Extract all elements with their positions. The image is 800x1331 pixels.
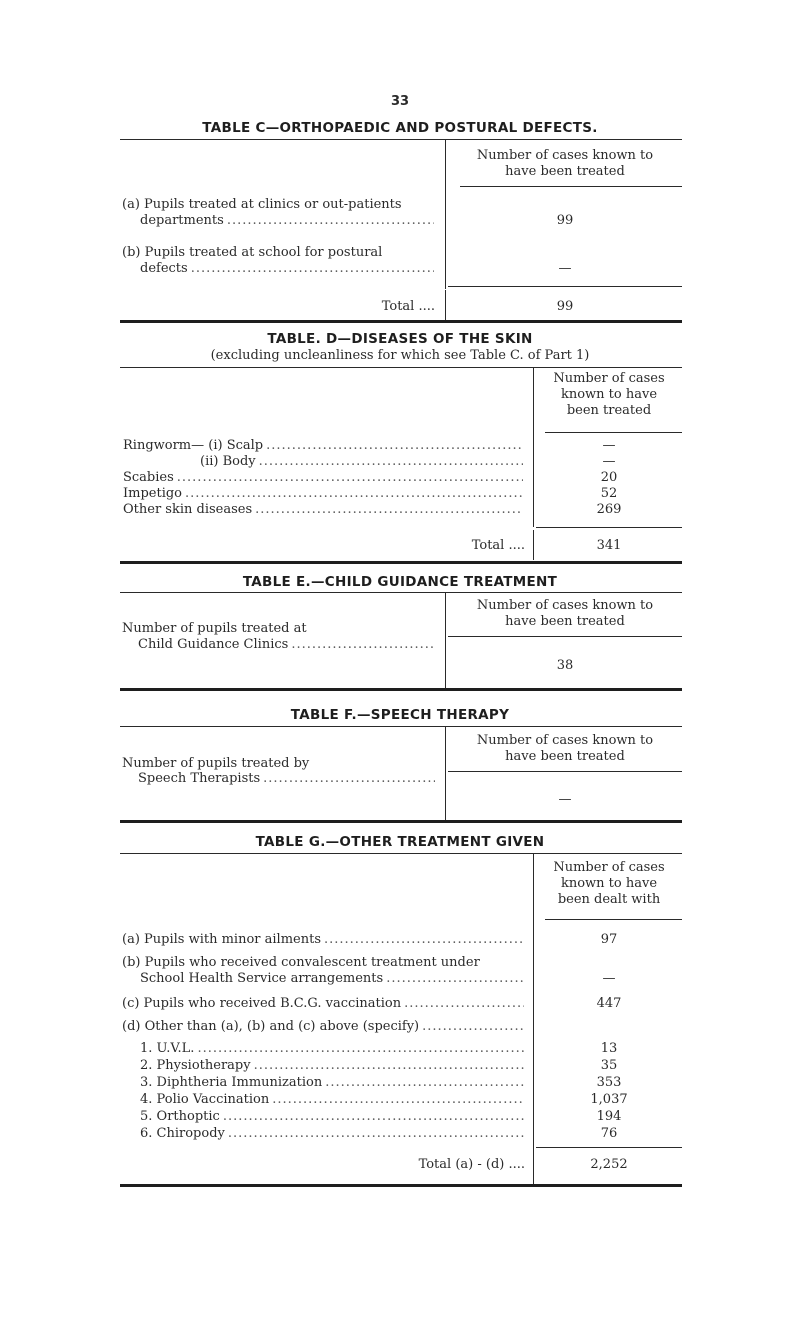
table-g-total-value: 2,252 — [590, 1157, 628, 1172]
table-c-bottom-rule — [120, 320, 682, 323]
table-d-title: TABLE. D—DISEASES OF THE SKIN — [267, 331, 533, 347]
table-d-row-scabies-value: 20 — [600, 470, 618, 485]
table-g-top-rule — [120, 853, 682, 854]
table-g-row-c-value: 447 — [596, 996, 622, 1011]
table-c-total-label: Total .... — [381, 299, 435, 314]
table-e-row: Child Guidance Clinics ..... — [138, 637, 435, 652]
table-c-divider — [445, 139, 446, 289]
page-number: 33 — [390, 94, 410, 109]
table-g-item-2: 2. Physiotherapy ..... — [140, 1058, 524, 1073]
table-g-item-4: 4. Polio Vaccination ..... — [140, 1092, 524, 1107]
table-c-header-rule — [460, 186, 682, 187]
table-f-header-rule — [448, 771, 682, 772]
table-g-row-a-value: 97 — [600, 932, 618, 947]
table-c-row-a-label: (a) Pupils treated at clinics or out-patients — [122, 197, 402, 212]
table-g-row-b: School Health Service arrangements ..... — [140, 971, 524, 986]
table-g-header-rule — [545, 919, 682, 920]
table-d-top-rule — [120, 367, 682, 368]
table-d-total-value: 341 — [596, 538, 622, 553]
table-g-total-rule — [536, 1147, 682, 1148]
table-d-row-impetigo-value: 52 — [600, 486, 618, 501]
table-d-row-scalp-value: — — [602, 438, 616, 453]
table-d-row-impetigo: Impetigo ..... — [123, 486, 523, 501]
table-g-row-b-label: (b) Pupils who received convalescent treatment under — [122, 955, 480, 970]
table-d-row-other: Other skin diseases ..... — [123, 502, 523, 517]
table-d-header-rule — [545, 432, 682, 433]
table-e-divider — [445, 592, 446, 688]
table-g-item-3: 3. Diphtheria Immunization ..... — [140, 1075, 524, 1090]
table-f-row: Speech Therapists ..... — [138, 771, 435, 786]
table-f-title: TABLE F.—SPEECH THERAPY — [290, 707, 510, 723]
table-f-bottom-rule — [120, 820, 682, 823]
table-g-header: Number of cases known to have been dealt with — [553, 860, 665, 907]
table-g-item-6: 6. Chiropody ..... — [140, 1126, 524, 1141]
table-c-row-b: defects ..... — [140, 261, 434, 276]
table-g-item-2-value: 35 — [600, 1058, 618, 1073]
table-c-row-a: departments ..... — [140, 213, 434, 228]
table-c-header: Number of cases known to have been treated — [476, 148, 654, 179]
table-d-row-body: (ii) Body ..... — [200, 454, 523, 469]
table-d-subtitle: (excluding uncleanliness for which see Table C. of Part 1) — [210, 348, 590, 363]
table-g-row-d: (d) Other than (a), (b) and (c) above (specify) ..... — [122, 1019, 524, 1034]
table-d-row-scalp: Ringworm— (i) Scalp ..... — [123, 438, 523, 453]
table-g-row-b-value: — — [602, 971, 616, 986]
table-g-title: TABLE G.—OTHER TREATMENT GIVEN — [255, 834, 545, 850]
table-e-bottom-rule — [120, 688, 682, 691]
table-g-item-5-value: 194 — [596, 1109, 622, 1124]
table-d-header: Number of cases known to have been treated — [553, 371, 665, 418]
table-e-header: Number of cases known to have been treated — [476, 598, 654, 629]
table-g-row-a: (a) Pupils with minor ailments ..... — [122, 932, 524, 947]
table-c-total-value: 99 — [556, 299, 574, 314]
table-c-top-rule — [120, 139, 682, 140]
table-g-item-3-value: 353 — [596, 1075, 622, 1090]
table-d-row-scabies: Scabies ..... — [123, 470, 523, 485]
table-g-item-4-value: 1,037 — [590, 1092, 628, 1107]
table-f-value: — — [558, 792, 572, 807]
table-c-row-a-value: 99 — [556, 213, 574, 228]
table-g-row-c: (c) Pupils who received B.C.G. vaccination ..... — [122, 996, 524, 1011]
table-c-total-rule — [448, 286, 682, 287]
table-c-row-b-label: (b) Pupils treated at school for postural — [122, 245, 383, 260]
table-c-title: TABLE C—ORTHOPAEDIC AND POSTURAL DEFECTS. — [202, 120, 598, 136]
table-f-header: Number of cases known to have been treated — [476, 733, 654, 764]
table-g-divider-lower — [533, 1063, 534, 1185]
table-f-divider — [445, 726, 446, 820]
table-d-bottom-rule — [120, 561, 682, 564]
table-e-top-rule — [120, 592, 682, 593]
table-g-item-5: 5. Orthoptic ..... — [140, 1109, 524, 1124]
table-e-label: Number of pupils treated at — [122, 621, 307, 636]
table-g-total-label: Total (a) - (d) .... — [418, 1157, 525, 1172]
table-g-divider — [533, 853, 534, 1063]
table-d-total-label: Total .... — [471, 538, 525, 553]
table-g-item-6-value: 76 — [600, 1126, 618, 1141]
table-g-item-1-value: 13 — [600, 1041, 618, 1056]
table-f-top-rule — [120, 726, 682, 727]
table-d-total-rule — [536, 527, 682, 528]
table-e-header-rule — [448, 636, 682, 637]
table-d-row-body-value: — — [602, 454, 616, 469]
table-c-total-divider — [445, 290, 446, 320]
table-g-bottom-rule — [120, 1184, 682, 1187]
table-c-row-b-value: — — [558, 261, 572, 276]
table-e-title: TABLE E.—CHILD GUIDANCE TREATMENT — [242, 574, 558, 590]
table-e-value: 38 — [556, 658, 574, 673]
table-d-total-divider — [533, 530, 534, 560]
table-d-divider — [533, 367, 534, 527]
table-d-row-other-value: 269 — [596, 502, 622, 517]
table-f-label: Number of pupils treated by — [122, 756, 310, 771]
table-g-item-1: 1. U.V.L. ..... — [140, 1041, 524, 1056]
